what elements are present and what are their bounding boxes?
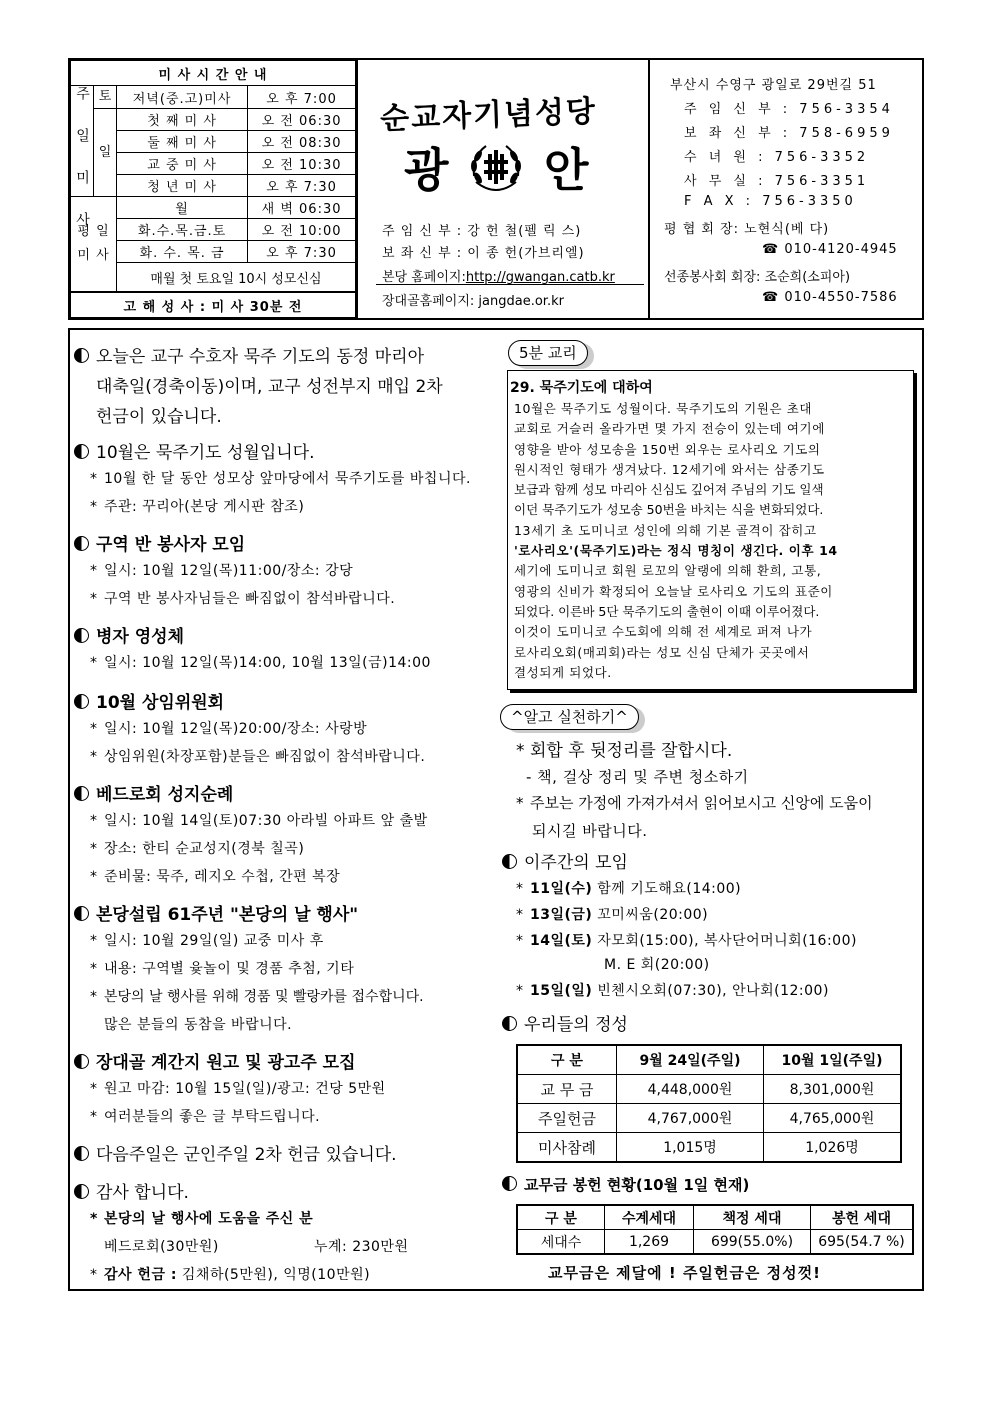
mass-name: 저녁(중.고)미사: [117, 86, 248, 109]
offerings-cell: 미사참례: [517, 1133, 617, 1163]
notice-heading: [74, 342, 424, 367]
contact-label: 사 무 실: [684, 174, 750, 189]
pastor-line: 주 임 신 부 : 강 헌 철(펠 릭 스): [382, 224, 582, 239]
contact-number: 756-3350: [762, 194, 857, 209]
mass-name: 둘 째 미 사: [117, 131, 248, 153]
doctrine-title: 29. 묵주기도에 대하여: [510, 380, 653, 396]
mass-schedule-title: 미 사 시 간 안 내: [71, 61, 356, 86]
address: 부산시 수영구 광일로 29번길 51: [670, 78, 877, 93]
notice-item: * 준비물: 묵주, 레지오 수첩, 간편 복장: [90, 869, 341, 885]
tithe-title: 교무금 봉헌 현황(10월 1일 현재): [524, 1176, 750, 1194]
tithe-header: 봉헌 세대: [811, 1205, 914, 1230]
notice-item-text: 상임위원(차장포함)분들은 빠짐없이 참석바랍니다.: [104, 749, 426, 765]
weekday-mass-label-text: 평 일 미 사: [77, 224, 110, 263]
thanks-total: 누계: 230만원: [314, 1239, 409, 1255]
notice-item-continuation: 많은 분들의 동참을 바랍니다.: [104, 1017, 293, 1033]
mass-time: 오 전 08:30: [248, 131, 356, 153]
offerings-cell: 교 무 금: [517, 1075, 617, 1104]
half-circle-icon: [74, 694, 89, 709]
notice-item-text: 일시: 10월 12일(목)11:00/장소: 강당: [104, 563, 354, 579]
tithe-table: [516, 1204, 914, 1255]
doctrine-line: 영향을 받아 성모송을 150번 외우는 로사리오 기도의: [514, 441, 821, 457]
notice-title: 10월은 묵주기도 성월입니다.: [96, 443, 315, 463]
mass-time: 오 전 10:30: [248, 153, 356, 175]
contact-number: 756-3352: [774, 150, 870, 165]
notice-item: * 일시: 10월 12일(목)14:00, 10월 13일(금)14:00: [90, 655, 431, 671]
doctrine-text: [514, 399, 838, 683]
meeting-item: * 15일(일) 빈첸시오회(07:30), 안나회(12:00): [516, 983, 829, 999]
saturday-label: 토: [94, 86, 117, 109]
contact-line: 사 무 실 : 756-3351: [684, 174, 870, 189]
contact-number: 756-3354: [799, 102, 894, 117]
notice-title: 장대골 계간지 원고 및 광고주 모집: [96, 1053, 356, 1073]
notice-title: 베드로회 성지순례: [96, 785, 234, 805]
meeting-text: 자모회(15:00), 복사단어머니회(16:00): [592, 933, 857, 949]
notice-heading: [74, 900, 358, 925]
contact-block: [650, 60, 922, 318]
notice-heading: [74, 1048, 356, 1073]
offerings-cell: 주일헌금: [517, 1104, 617, 1133]
meeting-day: 14일(토): [530, 933, 593, 949]
offerings-title: 우리들의 정성: [524, 1015, 628, 1035]
doctrine-line: 이던 묵주기도가 성모송 50번을 바치는 식을 변화되었다.: [514, 502, 824, 518]
mass-time: 오 후 7:00: [248, 86, 356, 109]
offerings-header: 9월 24일(주일): [617, 1045, 764, 1075]
homepage-label: 본당 홈페이지:: [382, 270, 466, 285]
half-circle-icon: [74, 786, 89, 801]
meeting-item: * 11일(수) 함께 기도해요(14:00): [516, 881, 742, 897]
mass-time: 오 후 7:30: [248, 175, 356, 197]
half-circle-icon: [74, 628, 89, 643]
half-circle-icon: [74, 906, 89, 921]
tithe-cell: 1,269: [605, 1230, 694, 1255]
offerings-cell: 1,015명: [617, 1133, 764, 1163]
practice-text: 주보는 가정에 가져가셔서 읽어보시고 신앙에 도움이: [530, 794, 873, 812]
meetings-title: 이주간의 모임: [524, 853, 628, 873]
thanks-offering-label: 감사 헌금 :: [104, 1267, 177, 1283]
notice-item: * 내용: 구역별 윷놀이 및 경품 추첨, 기타: [90, 961, 355, 977]
half-circle-icon: [74, 444, 89, 459]
notice-heading: [74, 1140, 397, 1165]
notice-title: 오늘은 교구 수호자 묵주 기도의 동정 마리아: [96, 347, 425, 367]
notice-item: * 주관: 꾸리아(본당 게시판 참조): [90, 499, 305, 515]
mass-name: 월: [117, 197, 248, 219]
notice-item-text: 주관: 꾸리아(본당 게시판 참조): [104, 499, 305, 515]
bulletin-body: [68, 328, 924, 1291]
notice-item: * 일시: 10월 29일(일) 교중 미사 후: [90, 933, 324, 949]
half-circle-icon: [502, 1016, 517, 1031]
notice-title: 감사 합니다.: [96, 1183, 189, 1203]
notice-item: * 일시: 10월 12일(목)20:00/장소: 사랑방: [90, 721, 368, 737]
mission-president: 선종봉사회 회장: 조순희(소피아): [664, 270, 851, 285]
council-president: 평 협 회 장: 노현식(베 다): [664, 222, 830, 237]
doctrine-line: 이것이 도미니코 수도회에 의해 전 세계로 퍼져 나가: [514, 624, 813, 640]
half-circle-icon: [502, 1176, 517, 1191]
half-circle-icon: [74, 348, 89, 363]
thanks-offering-text: 김채하(5만원), 익명(10만원): [176, 1267, 371, 1283]
practice-text: 회합 후 뒷정리를 잘합시다.: [530, 741, 733, 761]
mass-time: 새 벽 06:30: [248, 197, 356, 219]
mass-time: 오 전 06:30: [248, 109, 356, 131]
notice-title: 10월 상임위원회: [96, 693, 225, 713]
notice-heading: [74, 1178, 189, 1203]
thanks-item: * 본당의 날 행사에 도움을 주신 분: [90, 1211, 314, 1227]
doctrine-line: 결성되게 되었다.: [514, 664, 612, 680]
mass-time: 오 후 7:30: [248, 241, 356, 263]
notice-continuation: 대축일(경축이동)이며, 교구 성전부지 매입 2차: [96, 377, 443, 397]
notice-heading: [74, 780, 233, 805]
meeting-day: 15일(일): [530, 983, 593, 999]
notice-item-text: 내용: 구역별 윷놀이 및 경품 추첨, 기타: [104, 961, 355, 977]
thanks-text: 본당의 날 행사에 도움을 주신 분: [104, 1211, 314, 1227]
divider: [376, 284, 644, 285]
notice-item-text: 일시: 10월 29일(일) 교중 미사 후: [104, 933, 324, 949]
notice-item: * 구역 반 봉사자님들은 빠짐없이 참석바랍니다.: [90, 591, 396, 607]
notice-item-text: 구역 반 봉사자님들은 빠짐없이 참석바랍니다.: [104, 591, 396, 607]
offerings-heading: [502, 1010, 628, 1035]
tithe-header: 책정 세대: [694, 1205, 811, 1230]
notice-heading: [74, 688, 224, 713]
mass-time: 오 전 10:00: [248, 219, 356, 241]
half-circle-icon: [74, 1146, 89, 1161]
notice-heading: [74, 438, 315, 463]
notice-title: 병자 영성체: [96, 627, 185, 647]
monthly-devotion: 매월 첫 토요일 10시 성모신심: [117, 263, 356, 293]
practice-subitem: - 책, 걸상 정리 및 주변 청소하기: [526, 768, 749, 786]
bulletin-header: [68, 58, 924, 320]
doctrine-line: '로사리오'(묵주기도)라는 정식 명칭이 생긴다. 이후 14: [514, 543, 838, 559]
notice-item: * 일시: 10월 14일(토)07:30 아라빌 아파트 앞 출발: [90, 813, 428, 829]
thanks-donor: 베드로회(30만원): [104, 1239, 219, 1255]
contact-line: 보 좌 신 부 : 758-6959: [684, 126, 894, 141]
doctrine-line: 보급과 함께 성모 마리아 신심도 깊어져 주님의 기도 일색: [514, 482, 824, 498]
tithe-cell: 세대수: [517, 1230, 605, 1255]
notice-item: * 여러분들의 좋은 글 부탁드립니다.: [90, 1109, 321, 1125]
notice-title: 다음주일은 군인주일 2차 헌금 있습니다.: [96, 1145, 397, 1165]
doctrine-line: 교회로 거슬러 올라가면 몇 가지 전승이 있는데 여기에: [514, 421, 825, 437]
meeting-item-continuation: M. E 회(20:00): [604, 957, 710, 973]
meetings-heading: [502, 848, 628, 873]
notice-heading: [74, 622, 184, 647]
notice-item: * 본당의 날 행사를 위해 경품 및 빨랑카를 접수합니다.: [90, 989, 424, 1005]
meeting-day: 11일(수): [530, 881, 593, 897]
notice-item-text: 원고 마감: 10월 15일(일)/광고: 건당 5만원: [104, 1081, 386, 1097]
church-subtitle: 순교자기념성당: [379, 94, 598, 137]
sunday-mass-label: 주 일 미 사: [71, 86, 94, 197]
notice-item-text: 일시: 10월 14일(토)07:30 아라빌 아파트 앞 출발: [104, 813, 428, 829]
offerings-cell: 4,767,000원: [617, 1104, 764, 1133]
meeting-day: 13일(금): [530, 907, 593, 923]
notice-item-text: 장소: 한티 순교성지(경북 칠곡): [104, 841, 305, 857]
church-title-block: [358, 60, 650, 318]
notice-continuation: 헌금이 있습니다.: [96, 407, 222, 427]
half-circle-icon: [74, 536, 89, 551]
meeting-text: 꼬미씨움(20:00): [592, 907, 709, 923]
church-name-right: 안: [544, 143, 589, 197]
meeting-text: 빈첸시오회(07:30), 안나회(12:00): [592, 983, 829, 999]
offerings-cell: 4,765,000원: [764, 1104, 902, 1133]
offerings-table: [516, 1044, 902, 1163]
tithe-header: 구 분: [517, 1205, 605, 1230]
homepage-link[interactable]: http://gwangan.catb.kr: [465, 270, 615, 285]
mission-phone: ☎ 010-4550-7586: [762, 290, 898, 305]
confession-time: 고 해 성 사 : 미 사 30분 전: [71, 292, 356, 318]
contact-line: F A X : 756-3350: [684, 194, 857, 209]
half-circle-icon: [74, 1054, 89, 1069]
notice-item: * 일시: 10월 12일(목)11:00/장소: 강당: [90, 563, 354, 579]
doctrine-box: [507, 370, 914, 690]
doctrine-tag: 5분 교리: [508, 340, 588, 366]
half-circle-icon: [74, 1184, 89, 1199]
contact-label: 보 좌 신 부: [684, 126, 775, 141]
notice-item: * 10월 한 달 동안 성모상 앞마당에서 묵주기도를 바칩니다.: [90, 471, 471, 487]
notice-item: * 원고 마감: 10월 15일(일)/광고: 건당 5만원: [90, 1081, 386, 1097]
jangdae-homepage: 장대골홈페이지: jangdae.or.kr: [382, 294, 564, 309]
contact-number: 758-6959: [799, 126, 894, 141]
church-name-left: 광: [404, 143, 449, 197]
mass-schedule-table: [70, 60, 356, 318]
council-phone: ☎ 010-4120-4945: [762, 242, 898, 257]
offerings-cell: 4,448,000원: [617, 1075, 764, 1104]
tithe-cell: 699(55.0%): [694, 1230, 811, 1255]
notice-item-text: 본당의 날 행사를 위해 경품 및 빨랑카를 접수합니다.: [104, 989, 424, 1005]
contact-line: 주 임 신 부 : 756-3354: [684, 102, 894, 117]
notice-title: 구역 반 봉사자 모임: [96, 535, 246, 555]
notice-item-text: 10월 한 달 동안 성모상 앞마당에서 묵주기도를 바칩니다.: [104, 471, 471, 487]
contact-label: 수 녀 원: [684, 150, 750, 165]
notice-item: * 상임위원(차장포함)분들은 빠짐없이 참석바랍니다.: [90, 749, 426, 765]
doctrine-line: 로사리오회(매괴회)라는 성모 신심 단체가 곳곳에서: [514, 644, 810, 660]
church-emblem: [464, 136, 528, 200]
offerings-header: 10월 1일(주일): [764, 1045, 902, 1075]
doctrine-line: 세기에 도미니코 회원 로꼬의 알랭에 의해 환희, 고통,: [514, 563, 822, 579]
doctrine-line: 13세기 초 도미니코 성인에 의해 기본 골격이 잡히고: [514, 522, 817, 538]
mass-name: 교 중 미 사: [117, 153, 248, 175]
offerings-cell: 8,301,000원: [764, 1075, 902, 1104]
doctrine-line: 영광의 신비가 확정되어 오늘날 로사리오 기도의 표준이: [514, 583, 833, 599]
offerings-header: 구 분: [517, 1045, 617, 1075]
thanks-offering: * 감사 헌금 : 김채하(5만원), 익명(10만원): [90, 1267, 371, 1283]
tithe-footer: 교무금은 제달에 ! 주일헌금은 정성껏!: [548, 1264, 821, 1282]
tithe-header: 수계세대: [605, 1205, 694, 1230]
assistant-pastor-line: 보 좌 신 부 : 이 종 헌(가브리엘): [382, 246, 585, 261]
practice-item: * 주보는 가정에 가져가셔서 읽어보시고 신앙에 도움이: [516, 794, 873, 812]
contact-label: 주 임 신 부: [684, 102, 775, 117]
notice-item-text: 일시: 10월 12일(목)14:00, 10월 13일(금)14:00: [104, 655, 431, 671]
practice-continuation: 되시길 바랍니다.: [532, 822, 648, 840]
doctrine-line: 되었다. 이른바 5단 묵주기도의 출현이 이때 이루어졌다.: [514, 603, 820, 619]
tithe-cell: 695(54.7 %): [811, 1230, 914, 1255]
doctrine-line: 10월은 묵주기도 성월이다. 묵주기도의 기원은 초대: [514, 401, 813, 416]
contact-number: 756-3351: [774, 174, 870, 189]
contact-label: F A X: [684, 194, 738, 209]
meeting-item: * 14일(토) 자모회(15:00), 복사단어머니회(16:00): [516, 933, 857, 949]
mass-name: 청 년 미 사: [117, 175, 248, 197]
meeting-text: 함께 기도해요(14:00): [592, 881, 742, 897]
mass-name: 첫 째 미 사: [117, 109, 248, 131]
offerings-cell: 1,026명: [764, 1133, 902, 1163]
doctrine-line: 원시적인 형태가 생겨났다. 12세기에 와서는 삼종기도: [514, 461, 825, 477]
contact-line: 수 녀 원 : 756-3352: [684, 150, 870, 165]
sunday-label: 일: [94, 109, 117, 197]
notice-heading: [74, 530, 245, 555]
notice-item-text: 준비물: 묵주, 레지오 수첩, 간편 복장: [104, 869, 341, 885]
meeting-item: * 13일(금) 꼬미씨움(20:00): [516, 907, 709, 923]
mass-name: 화. 수. 목. 금: [117, 241, 248, 263]
notice-item-text: 일시: 10월 12일(목)20:00/장소: 사랑방: [104, 721, 368, 737]
mass-schedule: [70, 60, 358, 318]
practice-tag: ^알고 실천하기^: [500, 704, 639, 730]
mass-name: 화.수.목.금.토: [117, 219, 248, 241]
practice-item: * 회합 후 뒷정리를 잘합시다.: [516, 741, 733, 761]
tithe-heading: [502, 1174, 749, 1195]
half-circle-icon: [502, 854, 517, 869]
notice-title: 본당설립 61주년 "본당의 날 행사": [96, 905, 359, 925]
notice-item: * 장소: 한티 순교성지(경북 칠곡): [90, 841, 305, 857]
homepage-line: [382, 266, 615, 285]
notice-item-text: 여러분들의 좋은 글 부탁드립니다.: [104, 1109, 321, 1125]
